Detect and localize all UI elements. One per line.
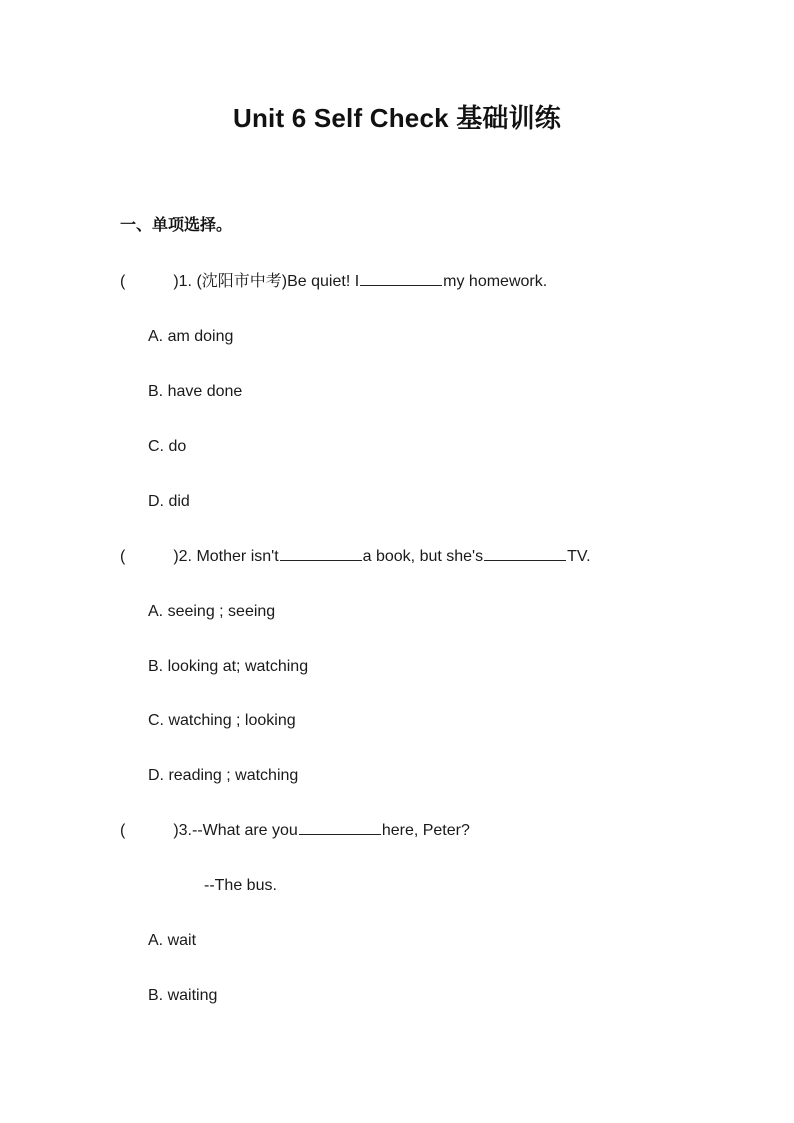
option-b: B. have done <box>148 383 243 400</box>
option-d: D. did <box>148 493 190 510</box>
fill-blank[interactable] <box>299 820 381 835</box>
option-a: A. seeing ; seeing <box>148 603 276 620</box>
question-1 <box>120 270 547 294</box>
question-3 <box>120 819 470 843</box>
option-b: B. looking at; watching <box>148 658 309 675</box>
question-text: 2. Mother isn't <box>178 548 279 565</box>
option-c: C. watching ; looking <box>148 712 296 729</box>
fill-blank[interactable] <box>484 546 566 561</box>
page-title: Unit 6 Self Check 基础训练 <box>232 103 562 133</box>
dialogue-reply: --The bus. <box>204 877 277 894</box>
fill-blank[interactable] <box>360 271 442 286</box>
answer-paren-close: ) <box>173 273 179 290</box>
question-text: TV. <box>567 548 591 565</box>
option-d: D. reading ; watching <box>148 767 299 784</box>
option-a: A. wait <box>148 932 197 949</box>
section-heading: 一、单项选择。 <box>120 217 233 234</box>
option-a: A. am doing <box>148 328 234 345</box>
question-text: my homework. <box>443 273 548 290</box>
answer-paren-close: ) <box>173 548 179 565</box>
answer-paren-open: ( <box>120 822 126 839</box>
question-text: 1. (沈阳市中考)Be quiet! I <box>178 273 360 290</box>
answer-paren-open: ( <box>120 548 126 565</box>
fill-blank[interactable] <box>280 546 362 561</box>
answer-paren-close: ) <box>173 822 179 839</box>
question-text: here, Peter? <box>381 822 470 839</box>
option-c: C. do <box>148 438 187 455</box>
option-b: B. waiting <box>148 987 218 1004</box>
question-text: 3.--What are you <box>178 822 298 839</box>
question-2 <box>120 545 591 569</box>
question-text: a book, but she's <box>362 548 484 565</box>
answer-paren-open: ( <box>120 273 126 290</box>
